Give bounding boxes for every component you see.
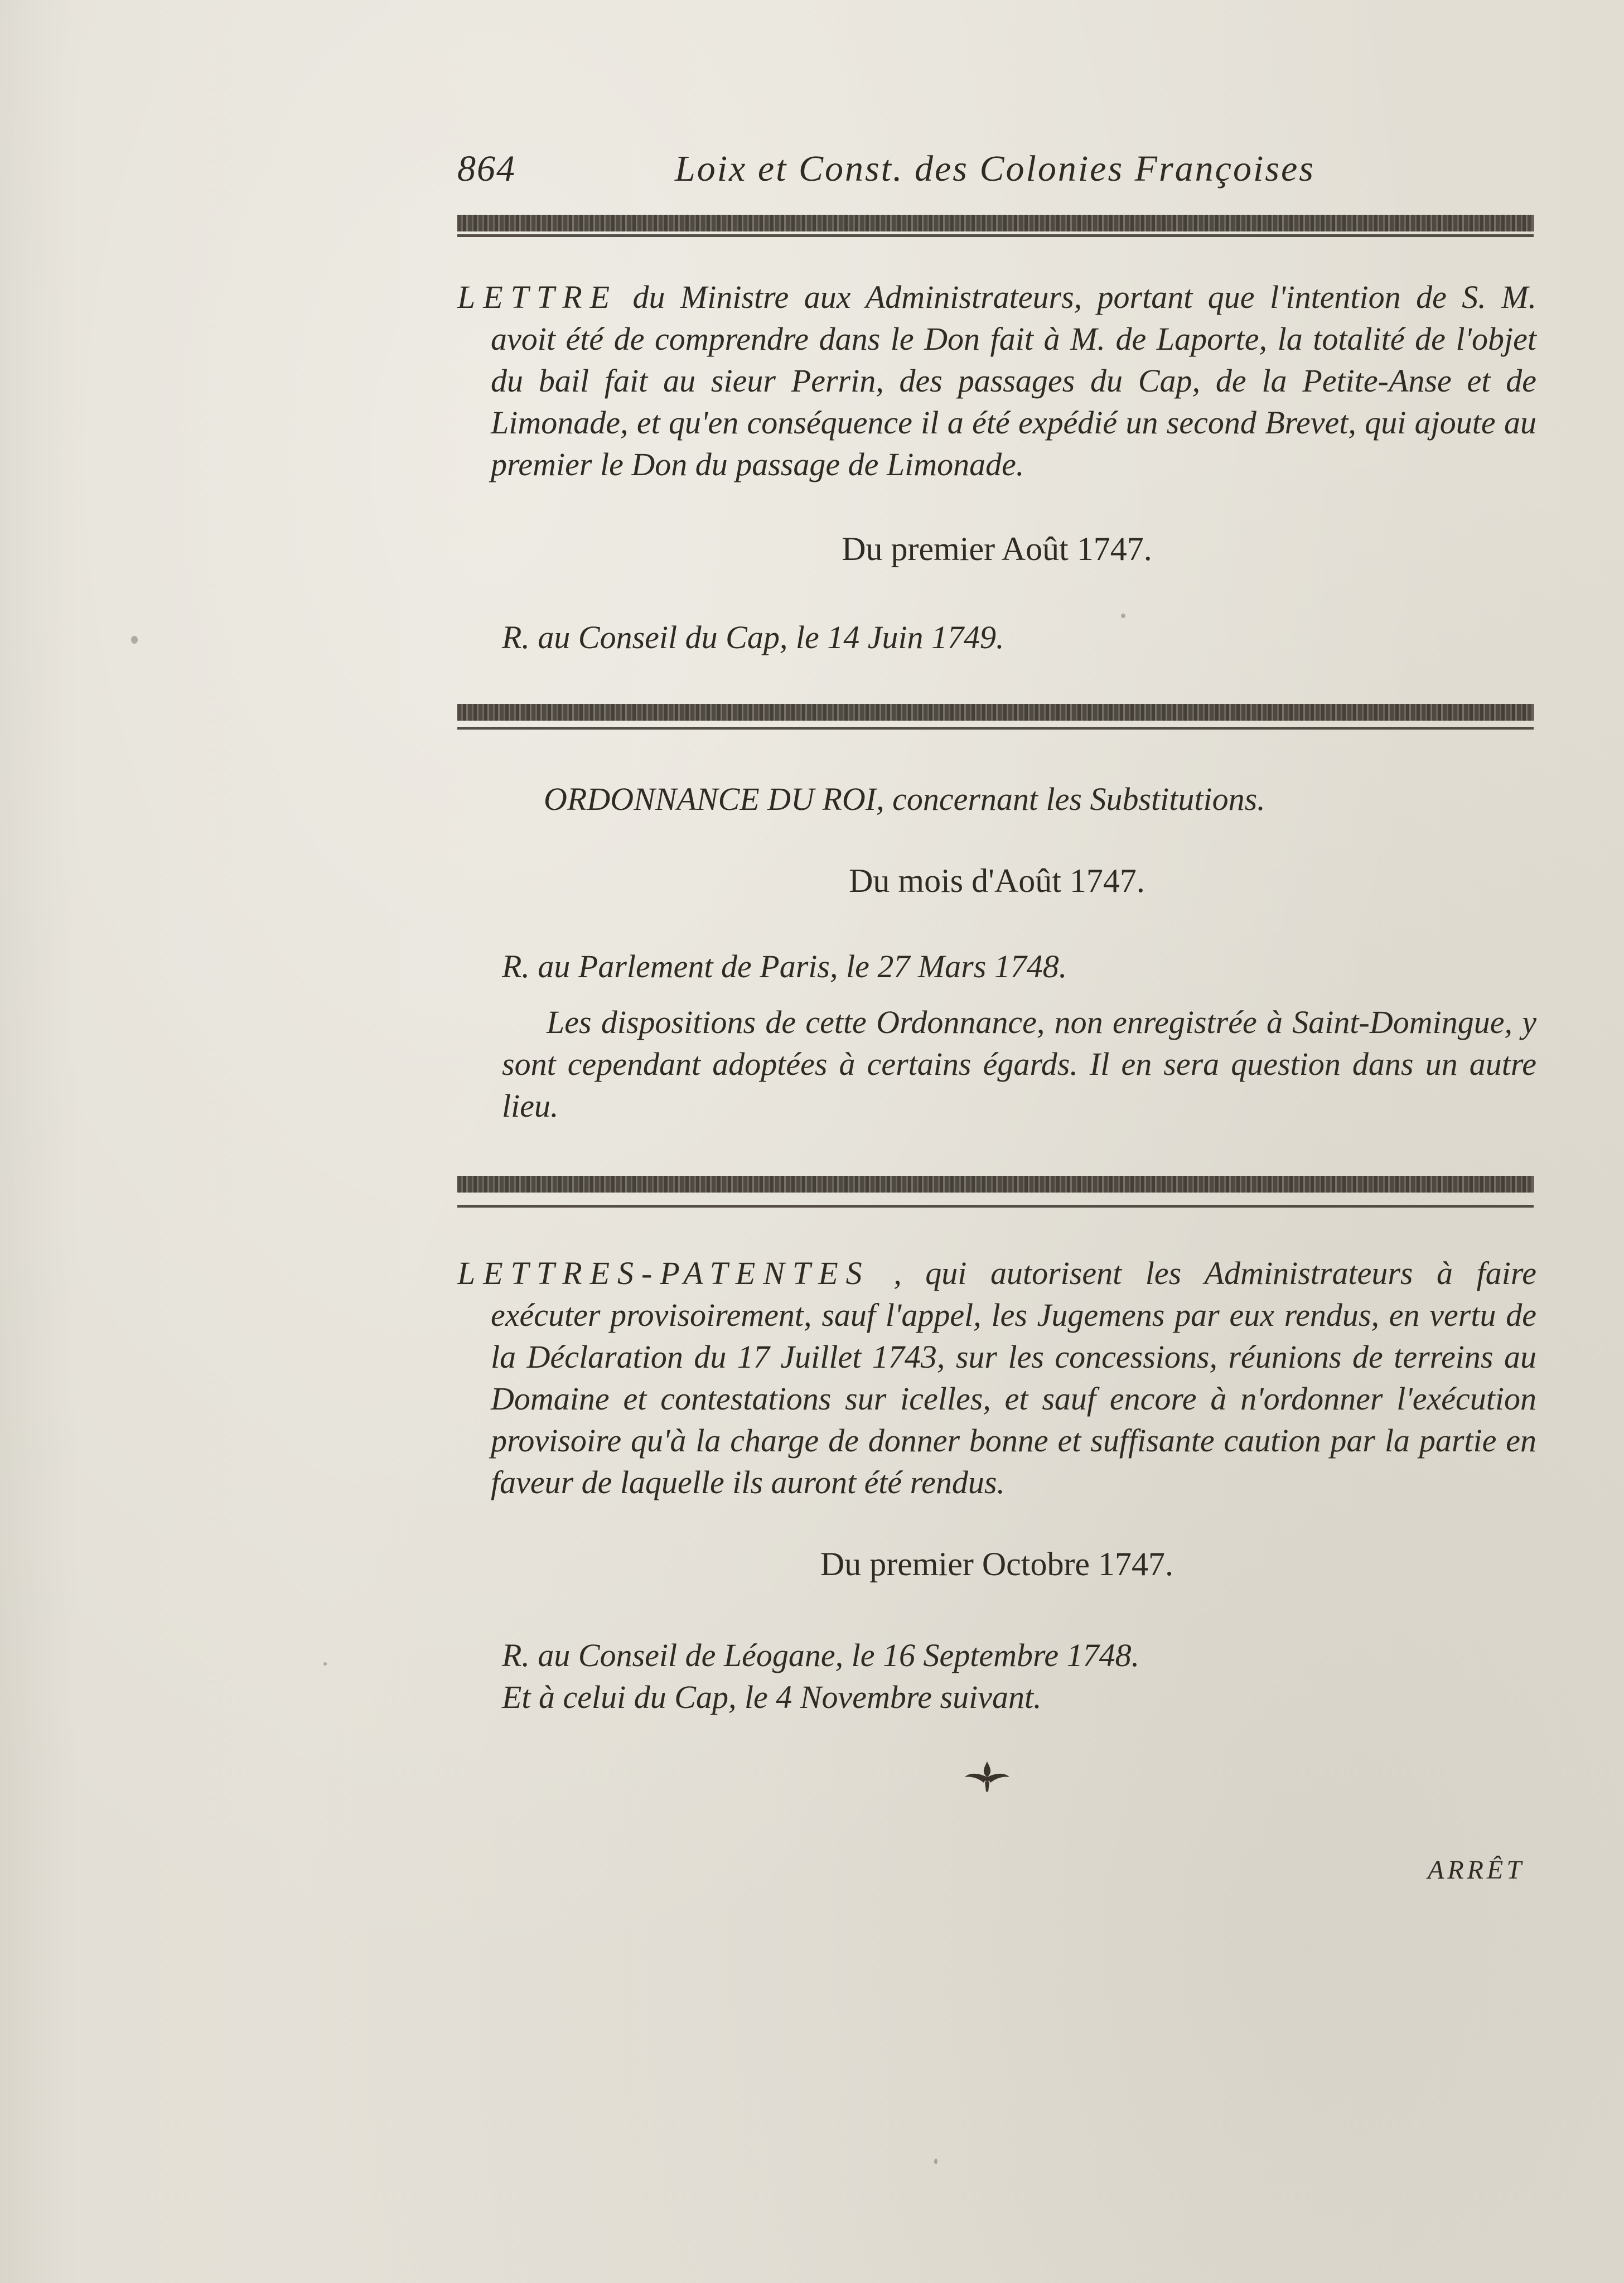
entry-1-rule-thick (457, 704, 1534, 721)
page-header (457, 142, 1534, 198)
entry-3-heading (457, 1252, 1536, 1503)
entry-1-heading (457, 276, 1536, 485)
entry-3-registration-2: Et à celui du Cap, le 4 Novembre suivant. (502, 1679, 1042, 1715)
entry-2-title: , concernant les Substitutions. (876, 781, 1265, 817)
header-rule-thin (457, 234, 1534, 237)
entry-2-note: Les dispositions de cette Ordonnance, non enregistrée à Saint-Domingue, y sont cependant adoptées à certains égards. Il en sera question dans un autre lieu. (502, 1004, 1536, 1124)
entry-2-rule-thick (457, 1176, 1534, 1193)
paper-speck (323, 1662, 327, 1666)
entry-3-title: , qui autorisent les Administrateurs à faire exécuter provisoirement, sauf l'appel, les Jugemens par eux rendus, en vertu de la Déclaration du 17 Juillet 1743, sur les concessions, réunions de terreins au Domaine et contestations sur icelles, et sauf encore à n'ordonner l'exécution provisoire qu'à la charge de donner bonne et suffisante caution par la partie en faveur de laquelle ils auront été rendus. (491, 1255, 1536, 1500)
entry-2-date: Du mois d'Août 1747. (849, 862, 1145, 899)
entry-1-rule-thin (457, 727, 1534, 730)
entry-2-registration: R. au Parlement de Paris, le 27 Mars 1748. (502, 948, 1067, 984)
paper-speck (1121, 614, 1125, 618)
page-number: 864 (457, 148, 516, 189)
entry-1-date: Du premier Août 1747. (842, 530, 1152, 567)
entry-3-registration-1: R. au Conseil de Léogane, le 16 Septembre 1748. (502, 1637, 1140, 1673)
entry-2-rule-thin (457, 1205, 1534, 1208)
fleuron-ornament-icon (959, 1757, 1015, 1796)
entry-1-lead: LETTRE (457, 279, 618, 315)
header-rule-thick (457, 215, 1534, 231)
entry-2-heading (544, 778, 1265, 820)
catchword: ARRÊT (1428, 1855, 1525, 1885)
entry-3-lead: LETTRES-PATENTES (457, 1255, 870, 1291)
running-title: Loix et Const. des Colonies Françoises (675, 148, 1315, 189)
paper-speck (131, 636, 138, 644)
paper-speck (934, 2159, 937, 2164)
entry-1-registration: R. au Conseil du Cap, le 14 Juin 1749. (502, 619, 1004, 655)
entry-3-date: Du premier Octobre 1747. (820, 1546, 1174, 1582)
entry-2-lead: ORDONNANCE DU ROI (544, 781, 877, 817)
entry-1-title: du Ministre aux Administrateurs, portant que l'intention de S. M. avoit été de comprendre dans le Don fait à M. de Laporte, la totalité de l'objet du bail fait au sieur Perrin, des passages du Cap, de la Petite-Anse et de Limonade, et qu'en conséquence il a été expédié un second Brevet, qui ajoute au premier le Don du passage de Limonade. (491, 279, 1536, 482)
